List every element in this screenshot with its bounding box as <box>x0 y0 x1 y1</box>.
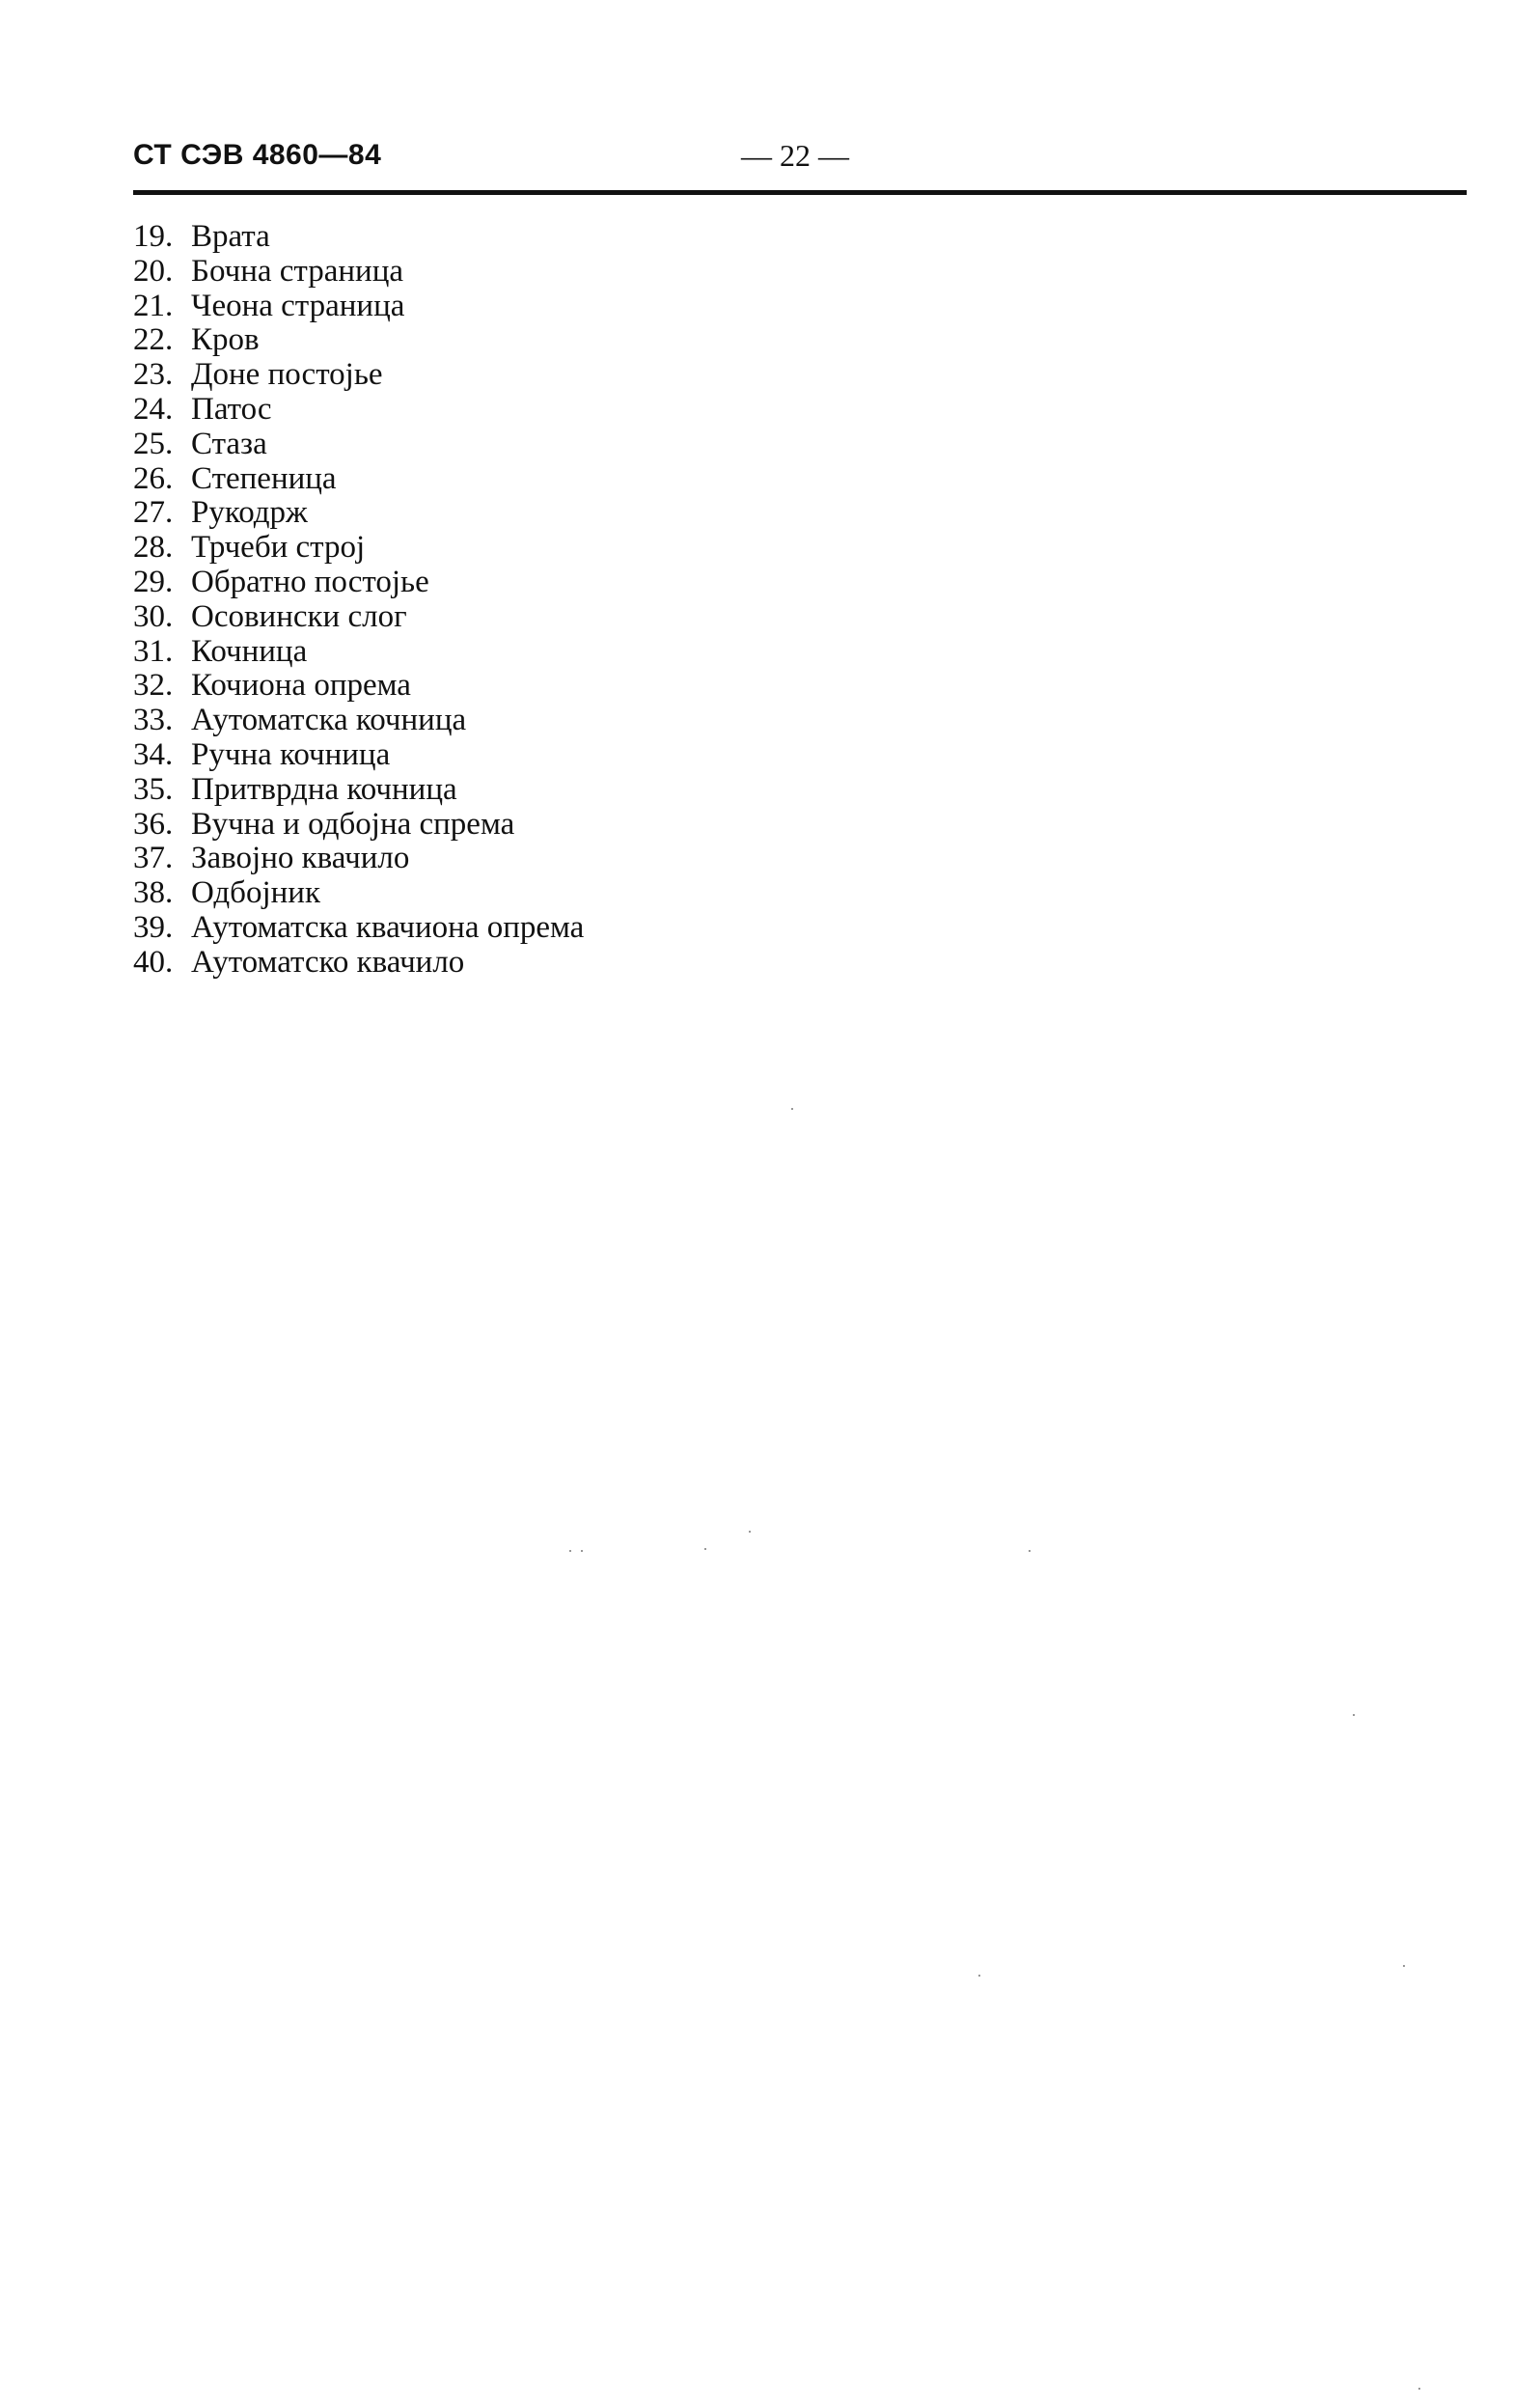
item-text: Врата <box>191 219 270 254</box>
list-item <box>133 462 1002 497</box>
item-text: Трчеби строj <box>191 530 366 566</box>
item-number: 21. <box>133 288 174 323</box>
item-text: Аутоматска квачиона опрема <box>191 909 585 945</box>
list-item <box>133 876 1002 911</box>
list-item <box>133 496 1002 531</box>
scan-speck <box>1029 1550 1031 1552</box>
list-item <box>133 808 1002 843</box>
item-number: 31. <box>133 633 174 669</box>
list-item <box>133 358 1002 393</box>
item-text: Вучна и одбоjна спрема <box>191 806 515 842</box>
item-number: 25. <box>133 426 174 461</box>
term-list <box>133 220 1002 981</box>
item-text: Притврдна кочница <box>191 771 457 807</box>
item-text: Бочна страница <box>191 253 403 289</box>
list-item <box>133 773 1002 808</box>
list-item <box>133 911 1002 946</box>
document-code: СТ СЭВ 4860—84 <box>133 139 382 171</box>
item-text: Кочница <box>191 633 308 669</box>
item-number: 39. <box>133 909 174 945</box>
item-text: Чеона страница <box>191 288 405 323</box>
item-number: 36. <box>133 806 174 842</box>
page-header <box>133 131 1467 180</box>
item-number: 40. <box>133 944 174 980</box>
item-text: Завоjно квачило <box>191 841 410 876</box>
scan-speck <box>1418 2388 1420 2390</box>
item-text: Патос <box>191 391 272 427</box>
item-text: Одбоjник <box>191 875 320 911</box>
item-number: 24. <box>133 391 174 427</box>
item-number: 30. <box>133 598 174 634</box>
item-text: Аутоматска кочница <box>191 703 467 738</box>
item-text: Степеница <box>191 460 337 496</box>
list-item <box>133 220 1002 255</box>
item-number: 34. <box>133 736 174 772</box>
item-number: 27. <box>133 495 174 531</box>
header-rule <box>133 190 1467 195</box>
item-number: 35. <box>133 771 174 807</box>
item-text: Кочиона опрема <box>191 668 411 704</box>
item-number: 33. <box>133 703 174 738</box>
scan-speck <box>749 1531 751 1533</box>
item-number: 19. <box>133 219 174 254</box>
list-item <box>133 600 1002 635</box>
item-text: Стаза <box>191 426 267 461</box>
item-text: Кров <box>191 322 260 358</box>
item-number: 32. <box>133 668 174 704</box>
item-number: 38. <box>133 875 174 911</box>
list-item <box>133 393 1002 428</box>
list-item <box>133 635 1002 670</box>
list-item <box>133 842 1002 876</box>
scan-speck <box>704 1548 706 1550</box>
list-item <box>133 669 1002 704</box>
list-item <box>133 428 1002 462</box>
list-item <box>133 946 1002 981</box>
item-number: 23. <box>133 357 174 393</box>
item-text: Аутоматско квачило <box>191 944 465 980</box>
scan-speck <box>581 1550 583 1552</box>
item-text: Осовински слог <box>191 598 407 634</box>
scan-speck <box>1403 1965 1405 1967</box>
list-item <box>133 290 1002 324</box>
item-text: Доне постоjье <box>191 357 383 393</box>
item-number: 37. <box>133 841 174 876</box>
item-text: Обратно постоjье <box>191 564 429 599</box>
item-number: 29. <box>133 564 174 599</box>
list-item <box>133 323 1002 358</box>
item-text: Рукодрж <box>191 495 308 531</box>
list-item <box>133 704 1002 738</box>
item-number: 20. <box>133 253 174 289</box>
item-number: 28. <box>133 530 174 566</box>
page-number: — 22 — <box>741 138 849 173</box>
item-number: 26. <box>133 460 174 496</box>
list-item <box>133 566 1002 600</box>
list-item <box>133 531 1002 566</box>
list-item <box>133 255 1002 290</box>
scan-speck <box>1353 1714 1355 1716</box>
list-item <box>133 738 1002 773</box>
scan-speck <box>569 1550 571 1552</box>
item-number: 22. <box>133 322 174 358</box>
scan-speck <box>978 1975 980 1977</box>
item-text: Ручна кочница <box>191 736 391 772</box>
scan-speck <box>791 1108 793 1110</box>
